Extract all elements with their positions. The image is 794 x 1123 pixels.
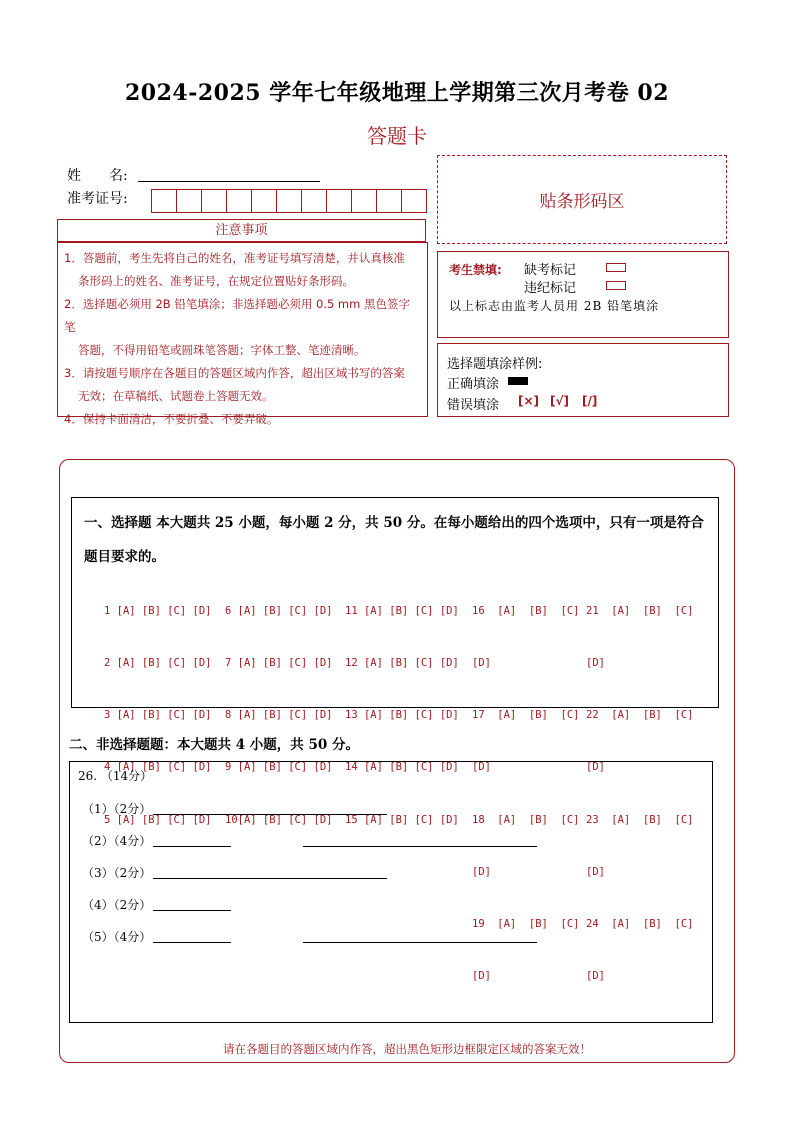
violation-mark[interactable] [606,281,626,290]
question-26-box [69,761,713,1023]
choice-row[interactable]: 12 [A] [B] [C] [D] [345,657,459,670]
choice-row[interactable]: [D] [586,865,605,878]
wrong-mark-3: [/] [582,394,598,408]
note-3: 3．请按题号顺序在各题目的答题区域内作答，超出区域书写的答案 [64,366,405,380]
choice-row[interactable]: 23 [A] [B] [C] [586,813,694,826]
note-2-cont: 答题，不得用铅笔或圆珠笔答题；字体工整、笔迹清晰。 [78,343,366,357]
exam-id-cell[interactable] [351,189,377,213]
choice-row[interactable]: 18 [A] [B] [C] [472,813,580,826]
part-5-answer-line-a[interactable] [153,941,231,943]
part-2-label: （2）（4分） [82,834,152,848]
note-4: 4．保持卡面清洁，不要折叠、不要弄破。 [64,412,279,426]
correct-label: 正确填涂 [447,377,500,392]
correct-fill-sample [508,377,528,385]
wrong-label: 错误填涂 [447,398,500,413]
choice-row[interactable]: [D] [472,761,491,774]
absent-label: 缺考标记 [524,263,577,278]
choice-row[interactable]: 2 [A] [B] [C] [D] [104,657,212,670]
exam-id-cell[interactable] [226,189,252,213]
exam-id-cell[interactable] [176,189,202,213]
exam-id-cell[interactable] [401,189,427,213]
choice-row[interactable]: 9 [A] [B] [C] [D] [225,761,333,774]
choice-row[interactable]: 6 [A] [B] [C] [D] [225,604,333,617]
footer-warning: 请在各题目的答题区域内作答，超出黑色矩形边框限定区域的答案无效！ [223,1042,591,1056]
exam-id-cell[interactable] [376,189,402,213]
forbidden-note: 以上标志由监考人员用 2B 铅笔填涂 [449,299,660,313]
name-label: 姓 名: [67,168,128,184]
part-5-answer-line-b[interactable] [303,941,537,943]
exam-id-cell[interactable] [326,189,352,213]
choice-row[interactable]: [D] [472,657,491,670]
choice-row[interactable]: 1 [A] [B] [C] [D] [104,604,212,617]
choice-row[interactable]: 15 [A] [B] [C] [D] [345,813,459,826]
answer-card-label: 答题卡 [367,124,427,148]
exam-id-boxes[interactable] [152,189,427,213]
exam-id-label: 准考证号: [67,191,128,207]
choice-heading-line2: 题目要求的。 [84,549,165,565]
choice-row[interactable]: 14 [A] [B] [C] [D] [345,761,459,774]
choice-row[interactable]: 21 [A] [B] [C] [586,604,694,617]
part-5-label: （5）（4分） [82,930,152,944]
choice-heading [84,506,714,574]
absent-mark[interactable] [606,263,626,272]
note-1: 1．答题前，考生先将自己的姓名，准考证号填写清楚，并认真核准 [64,251,405,265]
part-1-answer-line[interactable] [153,813,387,815]
part-2-answer-line-a[interactable] [153,845,231,847]
choice-row[interactable]: [D] [586,761,605,774]
note-1-cont: 条形码上的姓名、准考证号，在规定位置贴好条形码。 [78,274,354,288]
choice-row[interactable]: 8 [A] [B] [C] [D] [225,709,333,722]
choice-row[interactable]: 19 [A] [B] [C] [472,918,580,931]
choice-row[interactable]: 5 [A] [B] [C] [D] [104,813,212,826]
note-3-cont: 无效；在草稿纸、试题卷上答题无效。 [78,389,274,403]
exam-id-cell[interactable] [251,189,277,213]
choice-row[interactable]: 7 [A] [B] [C] [D] [225,657,333,670]
choice-row[interactable]: 17 [A] [B] [C] [472,709,580,722]
barcode-area: 贴条形码区 [437,155,727,244]
part-2-answer-line-b[interactable] [303,845,537,847]
choice-row[interactable]: 24 [A] [B] [C] [586,918,694,931]
choice-row[interactable]: 11 [A] [B] [C] [D] [345,604,459,617]
choice-row[interactable]: 10[A] [B] [C] [D] [225,813,333,826]
example-heading: 选择题填涂样例: [447,357,543,372]
wrong-mark-2: [√] [550,394,569,408]
exam-id-cell[interactable] [151,189,177,213]
part-4-label: （4）（2分） [82,898,152,912]
choice-row[interactable]: 13 [A] [B] [C] [D] [345,709,459,722]
question-26-title: 26. （14分） [78,769,153,783]
exam-id-cell[interactable] [301,189,327,213]
page-title: 2024-2025 学年七年级地理上学期第三次月考卷 02 [124,80,670,106]
part-3-label: （3）（2分） [82,866,152,880]
forbidden-label: 考生禁填: [449,263,502,277]
choice-heading-line1: 一、选择题 本大题共 25 小题，每小题 2 分，共 50 分。在每小题给出的四个选项中，只有一项是符合 [84,515,704,531]
choice-row[interactable]: 16 [A] [B] [C] [472,604,580,617]
part-1-label: （1）（2分） [82,802,152,816]
notes-box [57,242,428,426]
exam-id-cell[interactable] [201,189,227,213]
note-2: 2．选择题必须用 2B 铅笔填涂；非选择题必须用 0.5 mm 黑色签字笔 [64,297,410,334]
exam-id-cell[interactable] [276,189,302,213]
non-choice-heading: 二、非选择题题：本大题共 4 小题，共 50 分。 [69,737,359,753]
part-4-answer-line[interactable] [153,909,231,911]
name-field[interactable] [138,180,320,182]
part-3-answer-line[interactable] [153,877,387,879]
fill-example-box [437,343,729,417]
violation-label: 违纪标记 [524,281,577,296]
choice-row[interactable]: 22 [A] [B] [C] [586,709,694,722]
choice-row[interactable]: [D] [586,970,605,983]
choice-row[interactable]: 4 [A] [B] [C] [D] [104,761,212,774]
wrong-mark-1: [×] [518,394,540,408]
choice-row[interactable]: [D] [586,657,605,670]
choice-row[interactable]: 3 [A] [B] [C] [D] [104,709,212,722]
notes-heading: 注意事项 [57,219,426,242]
examiner-only-box [437,251,729,338]
choice-row[interactable]: [D] [472,970,491,983]
choice-row[interactable]: [D] [472,865,491,878]
